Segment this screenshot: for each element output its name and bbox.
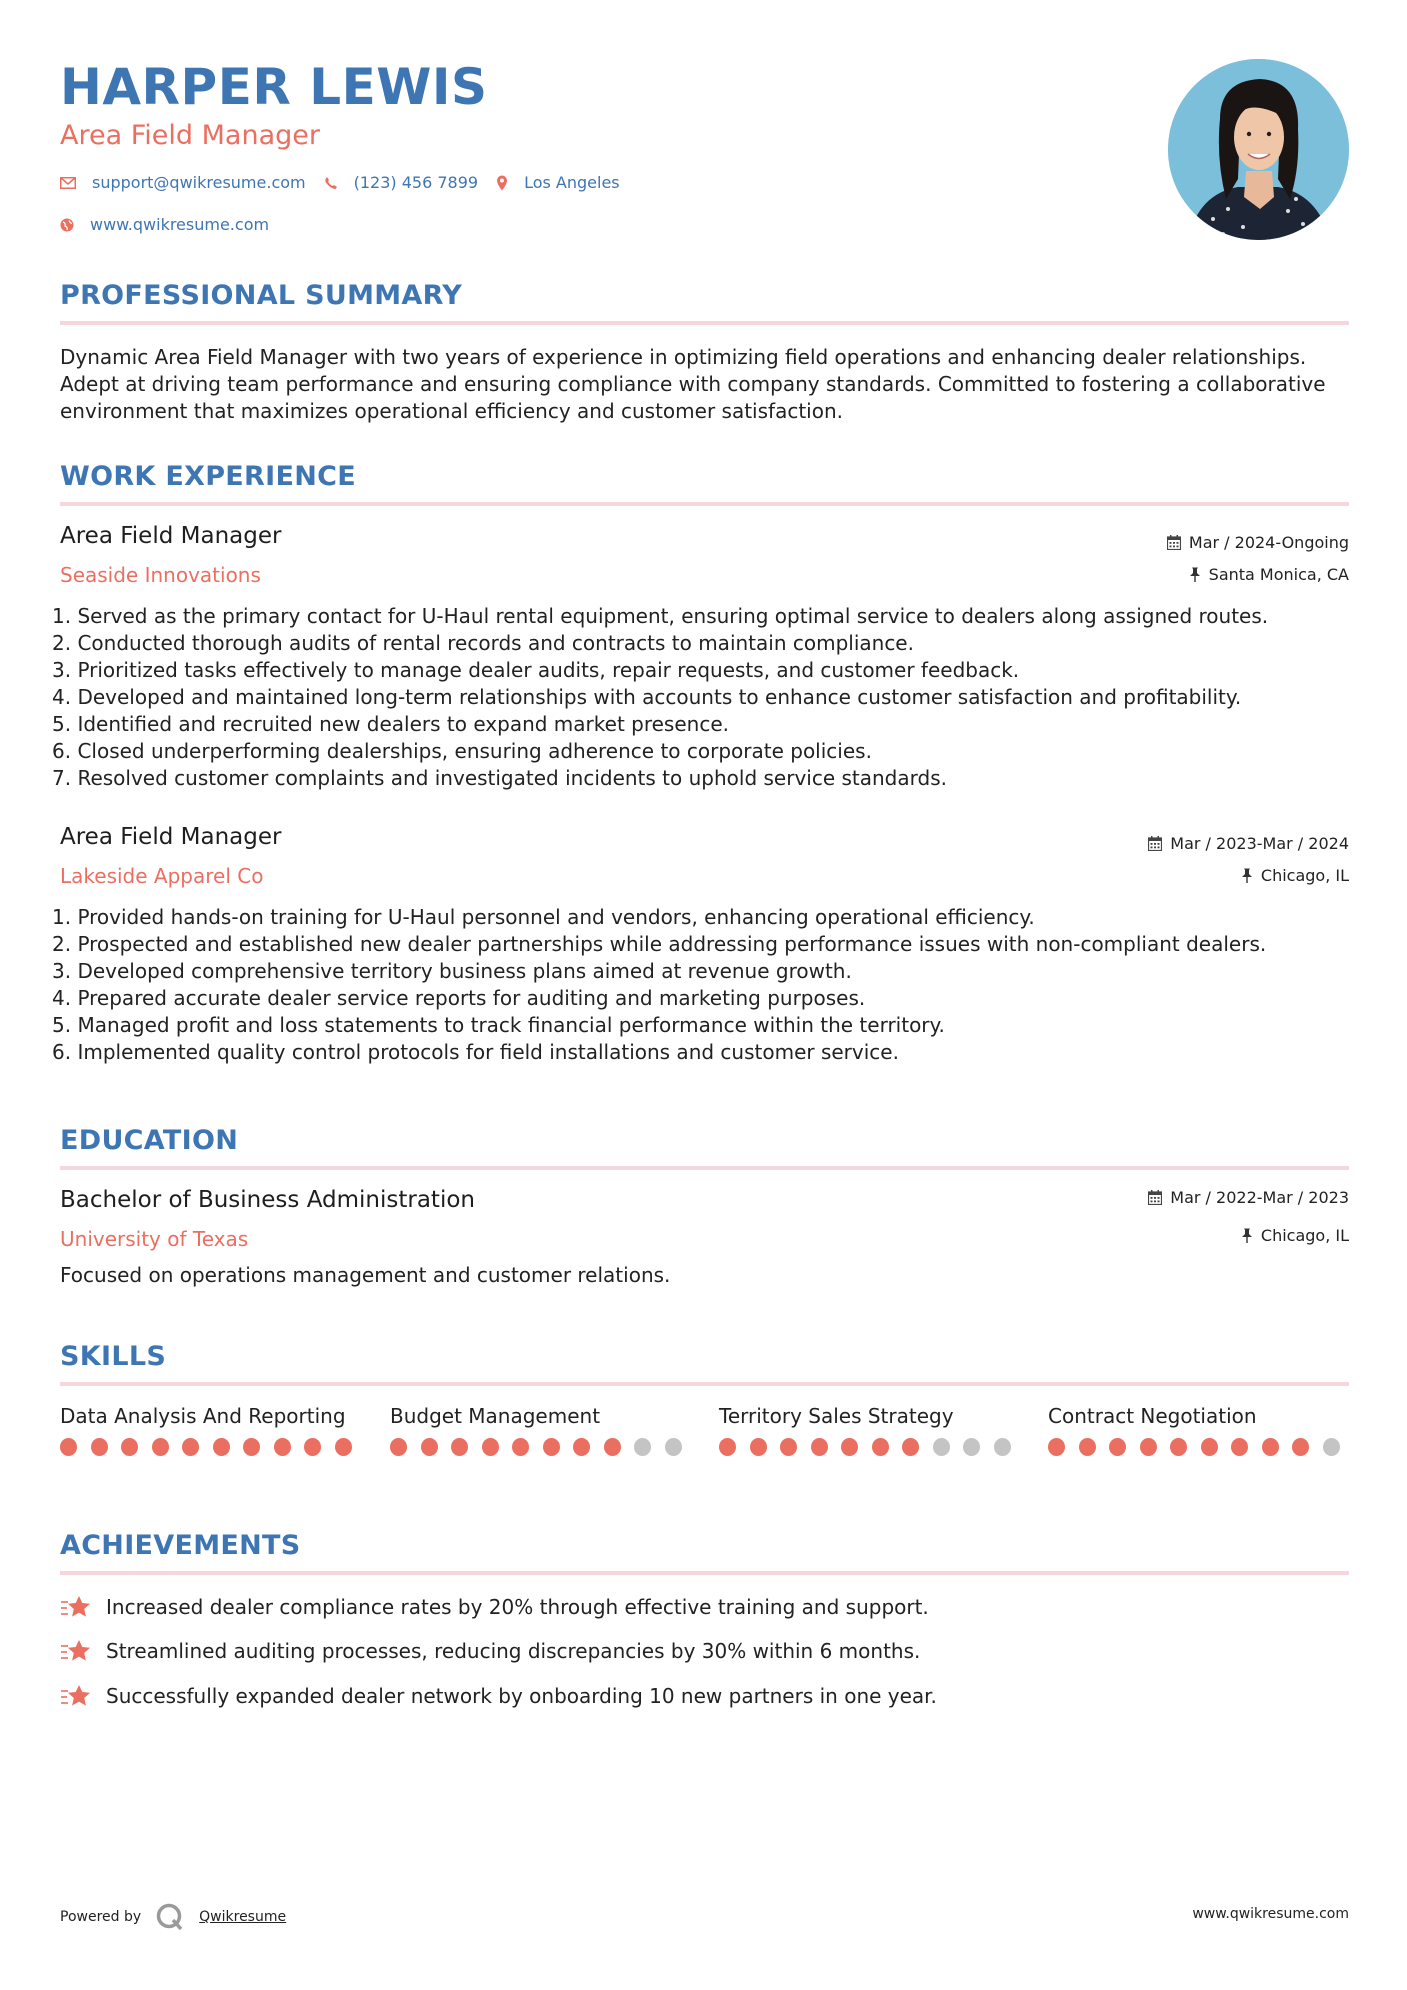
rating-dot-filled (335, 1438, 352, 1456)
list-item: 7. Resolved customer complaints and investigated incidents to uphold service standards. (52, 766, 947, 790)
skills-heading: SKILLS (60, 1341, 167, 1372)
star-icon (60, 1594, 92, 1620)
rating-dot-filled (780, 1438, 797, 1456)
school-name: University of Texas (60, 1227, 249, 1251)
section-divider (60, 321, 1349, 325)
achievement-item (60, 1683, 937, 1709)
section-divider (60, 1571, 1349, 1575)
calendar-icon (1148, 836, 1162, 851)
company-name: Lakeside Apparel Co (60, 864, 264, 888)
degree-title: Bachelor of Business Administration (60, 1187, 475, 1213)
qwikresume-link[interactable]: Qwikresume (199, 1909, 287, 1925)
rating-dot-filled (390, 1438, 407, 1456)
skill-name: Contract Negotiation (1048, 1404, 1257, 1428)
section-divider (60, 1382, 1349, 1386)
website-text: www.qwikresume.com (90, 215, 270, 234)
rating-dot-filled (421, 1438, 438, 1456)
section-divider (60, 502, 1349, 506)
skill-name: Territory Sales Strategy (719, 1404, 954, 1428)
pushpin-icon (1189, 567, 1201, 582)
job-location (1241, 866, 1349, 885)
job-location-text: Santa Monica, CA (1208, 565, 1349, 584)
rating-dot-filled (1201, 1438, 1218, 1456)
rating-dot-filled (60, 1438, 77, 1456)
phone-icon (324, 176, 338, 190)
skill-name: Data Analysis And Reporting (60, 1404, 346, 1428)
rating-dot-empty (665, 1438, 682, 1456)
contact-phone[interactable] (324, 173, 478, 192)
summary-text: Dynamic Area Field Manager with two years of experience in optimizing field operations and enhancing dealer relationships. Adept at driving team performance and ensuring compliance with company standards. Committed to fostering a collaborative environment that maximizes operational efficiency and customer satisfaction. (60, 345, 1326, 423)
rating-dot-empty (933, 1438, 950, 1456)
summary-heading: PROFESSIONAL SUMMARY (60, 280, 463, 311)
achievements-heading: ACHIEVEMENTS (60, 1530, 301, 1561)
rating-dot-filled (243, 1438, 260, 1456)
rating-dot-filled (1079, 1438, 1096, 1456)
job-dates (1167, 533, 1349, 552)
contact-email[interactable] (60, 173, 306, 192)
candidate-role: Area Field Manager (60, 120, 320, 151)
job-title: Area Field Manager (60, 824, 282, 850)
skill-rating (719, 1438, 1024, 1456)
list-item: 3. Developed comprehensive territory business plans aimed at revenue growth. (52, 959, 852, 983)
list-item: 5. Managed profit and loss statements to track financial performance within the territory. (52, 1013, 945, 1037)
pushpin-icon (1241, 1228, 1253, 1243)
education-dates-text: Mar / 2022-Mar / 2023 (1170, 1188, 1349, 1207)
skill-rating (1048, 1438, 1353, 1456)
job-dates-text: Mar / 2024-Ongoing (1188, 533, 1349, 552)
list-item: 6. Closed underperforming dealerships, ensuring adherence to corporate policies. (52, 739, 872, 763)
calendar-icon (1167, 535, 1181, 550)
rating-dot-filled (811, 1438, 828, 1456)
rating-dot-filled (902, 1438, 919, 1456)
calendar-icon (1148, 1190, 1162, 1205)
rating-dot-filled (274, 1438, 291, 1456)
job-title: Area Field Manager (60, 523, 282, 549)
job-dates (1148, 834, 1349, 853)
rating-dot-filled (1109, 1438, 1126, 1456)
pushpin-icon (1241, 868, 1253, 883)
skill-item (390, 1402, 695, 1456)
map-pin-icon (496, 175, 508, 191)
experience-heading: WORK EXPERIENCE (60, 461, 356, 492)
list-item: 5. Identified and recruited new dealers to expand market presence. (52, 712, 729, 736)
list-item: 4. Developed and maintained long-term relationships with accounts to enhance customer satisfaction and profitability. (52, 685, 1242, 709)
rating-dot-filled (1292, 1438, 1309, 1456)
rating-dot-empty (963, 1438, 980, 1456)
rating-dot-filled (182, 1438, 199, 1456)
candidate-name: HARPER LEWIS (60, 58, 488, 116)
email-text: support@qwikresume.com (92, 173, 306, 192)
rating-dot-filled (1170, 1438, 1187, 1456)
star-icon (60, 1638, 92, 1664)
skill-item (60, 1402, 365, 1456)
rating-dot-filled (1140, 1438, 1157, 1456)
location-text: Los Angeles (524, 173, 620, 192)
section-divider (60, 1166, 1349, 1170)
education-heading: EDUCATION (60, 1125, 239, 1156)
achievement-item (60, 1594, 929, 1620)
list-item: 2. Prospected and established new dealer partnerships while addressing performance issues with non-compliant dealers. (52, 932, 1267, 956)
list-item: 4. Prepared accurate dealer service reports for auditing and marketing purposes. (52, 986, 866, 1010)
achievement-text: Streamlined auditing processes, reducing discrepancies by 30% within 6 months. (106, 1639, 921, 1663)
job-location (1189, 565, 1349, 584)
profile-photo (1168, 59, 1349, 240)
achievement-text: Successfully expanded dealer network by onboarding 10 new partners in one year. (106, 1684, 937, 1708)
envelope-icon (60, 177, 76, 189)
rating-dot-filled (1262, 1438, 1279, 1456)
skill-item (719, 1402, 1024, 1456)
education-location (1241, 1226, 1349, 1245)
list-item: 2. Conducted thorough audits of rental records and contracts to maintain compliance. (52, 631, 914, 655)
rating-dot-filled (91, 1438, 108, 1456)
rating-dot-filled (121, 1438, 138, 1456)
achievement-text: Increased dealer compliance rates by 20% through effective training and support. (106, 1595, 929, 1619)
rating-dot-filled (1231, 1438, 1248, 1456)
skill-name: Budget Management (390, 1404, 601, 1428)
rating-dot-filled (482, 1438, 499, 1456)
contact-row (60, 173, 638, 192)
contact-website[interactable] (60, 215, 269, 234)
list-item: 3. Prioritized tasks effectively to manage dealer audits, repair requests, and customer feedback. (52, 658, 1020, 682)
job-duties-list (52, 603, 1352, 792)
rating-dot-filled (719, 1438, 736, 1456)
list-item: 1. Provided hands-on training for U-Haul personnel and vendors, enhancing operational efficiency. (52, 905, 1035, 929)
rating-dot-filled (451, 1438, 468, 1456)
list-item: 1. Served as the primary contact for U-Haul rental equipment, ensuring optimal service to dealers along assigned routes. (52, 604, 1269, 628)
list-item: 6. Implemented quality control protocols for field installations and customer service. (52, 1040, 899, 1064)
education-description: Focused on operations management and customer relations. (60, 1263, 671, 1287)
rating-dot-filled (213, 1438, 230, 1456)
job-duties-list (52, 904, 1352, 1066)
footer-website[interactable]: www.qwikresume.com (1192, 1906, 1349, 1922)
star-icon (60, 1683, 92, 1709)
rating-dot-filled (841, 1438, 858, 1456)
rating-dot-filled (750, 1438, 767, 1456)
rating-dot-empty (994, 1438, 1011, 1456)
footer-powered-by (60, 1902, 286, 1932)
education-dates (1148, 1188, 1349, 1207)
rating-dot-filled (573, 1438, 590, 1456)
rating-dot-filled (512, 1438, 529, 1456)
qwikresume-logo-icon (155, 1902, 185, 1932)
skill-item (1048, 1402, 1353, 1456)
achievement-item (60, 1638, 920, 1664)
skill-rating (60, 1438, 365, 1456)
rating-dot-filled (1048, 1438, 1065, 1456)
rating-dot-filled (604, 1438, 621, 1456)
company-name: Seaside Innovations (60, 563, 261, 587)
rating-dot-filled (872, 1438, 889, 1456)
rating-dot-empty (1323, 1438, 1340, 1456)
skill-rating (390, 1438, 695, 1456)
education-location-text: Chicago, IL (1260, 1226, 1349, 1245)
contact-location (496, 173, 620, 192)
rating-dot-empty (634, 1438, 651, 1456)
job-location-text: Chicago, IL (1260, 866, 1349, 885)
rating-dot-filled (152, 1438, 169, 1456)
powered-by-label: Powered by (60, 1909, 142, 1925)
globe-icon (60, 218, 74, 232)
job-dates-text: Mar / 2023-Mar / 2024 (1170, 834, 1349, 853)
rating-dot-filled (543, 1438, 560, 1456)
rating-dot-filled (304, 1438, 321, 1456)
contact-row-2 (60, 215, 287, 234)
phone-text: (123) 456 7899 (353, 173, 479, 192)
